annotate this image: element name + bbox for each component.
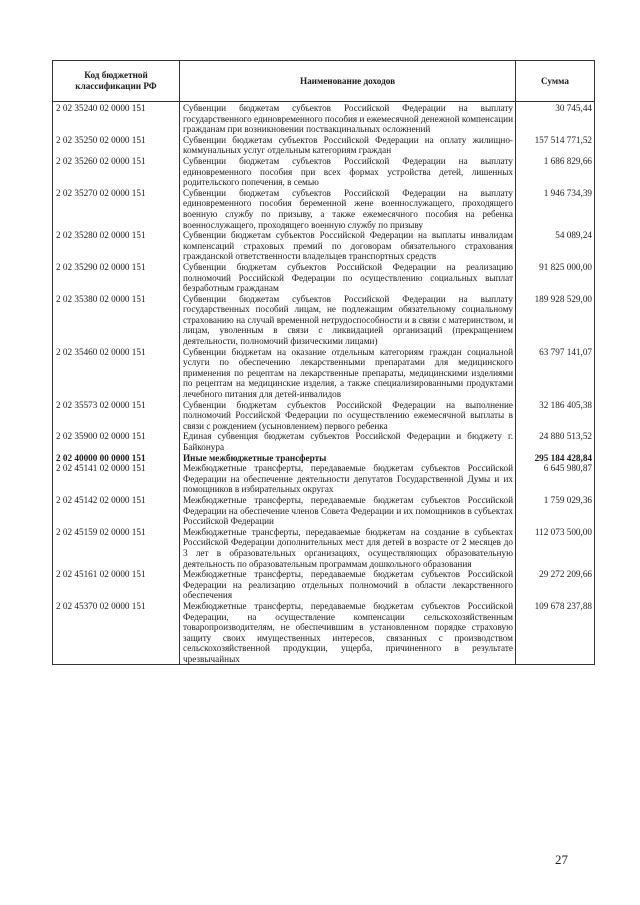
row-name: Межбюджетные трансферты, передаваемые бюджетам субъектов Российской Федерации, на осуществление компенсации сельскохозяйственным товаропроизводителям, не обеспечившим в установленном порядке страховую защиту своих имущественных интересов, связанных с производством сельскохозяйственной продукции, ущерба, причиненного в результате чрезвычайных — [180, 601, 516, 665]
row-name: Субвенции бюджетам субъектов Российской Федерации на выплату единовременного пособия беременной жене военнослужащего, проходящего военную службу по призыву, а также ежемесячного пособия на ребенка военнослужащего, проходящего военную службу по призыву — [180, 188, 516, 230]
row-code: 2 02 35270 02 0000 151 — [53, 188, 180, 230]
table-row — [53, 495, 595, 527]
row-code: 2 02 35240 02 0000 151 — [53, 102, 180, 135]
header-name: Наименование доходов — [180, 61, 516, 102]
page-number: 27 — [555, 852, 568, 867]
row-code: 2 02 35900 02 0000 151 — [53, 431, 180, 452]
row-code: 2 02 45161 02 0000 151 — [53, 569, 180, 601]
row-name: Субвенции бюджетам субъектов Российской Федерации на выплаты инвалидам компенсаций страховых премий по договорам обязательного страхования гражданской ответственности владельцев транспортных средств — [180, 230, 516, 262]
row-sum: 54 089,24 — [516, 230, 595, 262]
row-sum: 63 797 141,07 — [516, 347, 595, 400]
table-row — [53, 230, 595, 262]
row-name: Межбюджетные трансферты, передаваемые бюджетам субъектов Российской Федерации на обеспечение деятельности депутатов Государственной Думы и их помощников в избирательных округах — [180, 463, 516, 495]
row-code: 2 02 35380 02 0000 151 — [53, 294, 180, 347]
revenue-table — [52, 60, 595, 665]
row-code: 2 02 45370 02 0000 151 — [53, 601, 180, 665]
row-sum: 109 678 237,88 — [516, 601, 595, 665]
table-row — [53, 135, 595, 156]
table-row — [53, 156, 595, 188]
row-code: 2 02 35573 02 0000 151 — [53, 400, 180, 432]
row-name: Субвенции бюджетам субъектов Российской Федерации на выплату государственных пособий лицам, не подлежащим обязательному социальному страхованию на случай временной нетрудоспособности и в связи с материнством, и лицам, уволенным в связи с ликвидацией организаций (прекращением деятельности, полномочий физическими лицами) — [180, 294, 516, 347]
table-row — [53, 262, 595, 294]
table-row — [53, 400, 595, 432]
header-sum: Сумма — [516, 61, 595, 102]
row-code: 2 02 45142 02 0000 151 — [53, 495, 180, 527]
row-name: Межбюджетные трансферты, передаваемые бюджетам на создание в субъектах Российской Федерации дополнительных мест для детей в возрасте от 2 месяцев до 3 лет в образовательных организациях, осуществляющих образовательную деятельность по образовательным программам дошкольного образования — [180, 527, 516, 569]
row-code: 2 02 45141 02 0000 151 — [53, 463, 180, 495]
table-row — [53, 463, 595, 495]
row-sum: 32 186 405,38 — [516, 400, 595, 432]
table-body — [53, 102, 595, 665]
row-sum: 189 928 529,00 — [516, 294, 595, 347]
row-sum: 29 272 209,66 — [516, 569, 595, 601]
table-row — [53, 294, 595, 347]
row-code: 2 02 45159 02 0000 151 — [53, 527, 180, 569]
row-sum: 30 745,44 — [516, 102, 595, 135]
header-code: Код бюджетной классификации РФ — [53, 61, 180, 102]
row-code: 2 02 35250 02 0000 151 — [53, 135, 180, 156]
table-row — [53, 601, 595, 665]
table-row — [53, 347, 595, 400]
row-name: Субвенции бюджетам субъектов Российской Федерации на выплату единовременного пособия при всех формах устройства детей, лишенных родительского попечения, в семью — [180, 156, 516, 188]
table-row — [53, 431, 595, 452]
row-name: Межбюджетные трансферты, передаваемые бюджетам субъектов Российской Федерации на реализацию отдельных полномочий в области лекарственного обеспечения — [180, 569, 516, 601]
row-code: 2 02 35280 02 0000 151 — [53, 230, 180, 262]
row-sum: 1 946 734,39 — [516, 188, 595, 230]
row-name: Межбюджетные трансферты, передаваемые бюджетам субъектов Российской Федерации на обеспечение членов Совета Федерации и их помощников в субъектах Российской Федерации — [180, 495, 516, 527]
table-row — [53, 188, 595, 230]
row-name: Субвенции бюджетам субъектов Российской Федерации на оплату жилищно-коммунальных услуг отдельным категориям граждан — [180, 135, 516, 156]
row-sum: 6 645 980,87 — [516, 463, 595, 495]
table-header-row — [53, 61, 595, 102]
row-sum: 112 073 500,00 — [516, 527, 595, 569]
table-row — [53, 102, 595, 135]
row-sum: 24 880 513,52 — [516, 431, 595, 452]
row-name: Субвенции бюджетам субъектов Российской Федерации на выполнение полномочий Российской Федерации по осуществлению ежемесячной выплаты в связи с рождением (усыновлением) первого ребенка — [180, 400, 516, 432]
row-sum: 295 184 428,84 — [516, 453, 595, 464]
row-code: 2 02 35290 02 0000 151 — [53, 262, 180, 294]
row-code: 2 02 40000 00 0000 151 — [53, 453, 180, 464]
table-row — [53, 453, 595, 464]
row-sum: 157 514 771,52 — [516, 135, 595, 156]
row-sum: 1 686 829,66 — [516, 156, 595, 188]
table-row — [53, 527, 595, 569]
row-name: Иные межбюджетные трансферты — [180, 453, 516, 464]
row-sum: 91 825 000,00 — [516, 262, 595, 294]
row-sum: 1 759 029,36 — [516, 495, 595, 527]
table-row — [53, 569, 595, 601]
row-code: 2 02 35260 02 0000 151 — [53, 156, 180, 188]
row-name: Субвенции бюджетам субъектов Российской Федерации на реализацию полномочий Российской Федерации по осуществлению социальных выплат безработным гражданам — [180, 262, 516, 294]
row-name: Единая субвенция бюджетам субъектов Российской Федерации и бюджету г. Байконура — [180, 431, 516, 452]
row-name: Субвенции бюджетам субъектов Российской Федерации на выплату государственного единовременного пособия и ежемесячной денежной компенсации гражданам при возникновении поствакцинальных осложнений — [180, 102, 516, 135]
row-code: 2 02 35460 02 0000 151 — [53, 347, 180, 400]
row-name: Субвенции бюджетам на оказание отдельным категориям граждан социальной услуги по обеспечению лекарственными препаратами для медицинского применения по рецептам на лекарственные препараты, медицинскими изделиями по рецептам на медицинские изделия, а также специализированными продуктами лечебного питания для детей-инвалидов — [180, 347, 516, 400]
